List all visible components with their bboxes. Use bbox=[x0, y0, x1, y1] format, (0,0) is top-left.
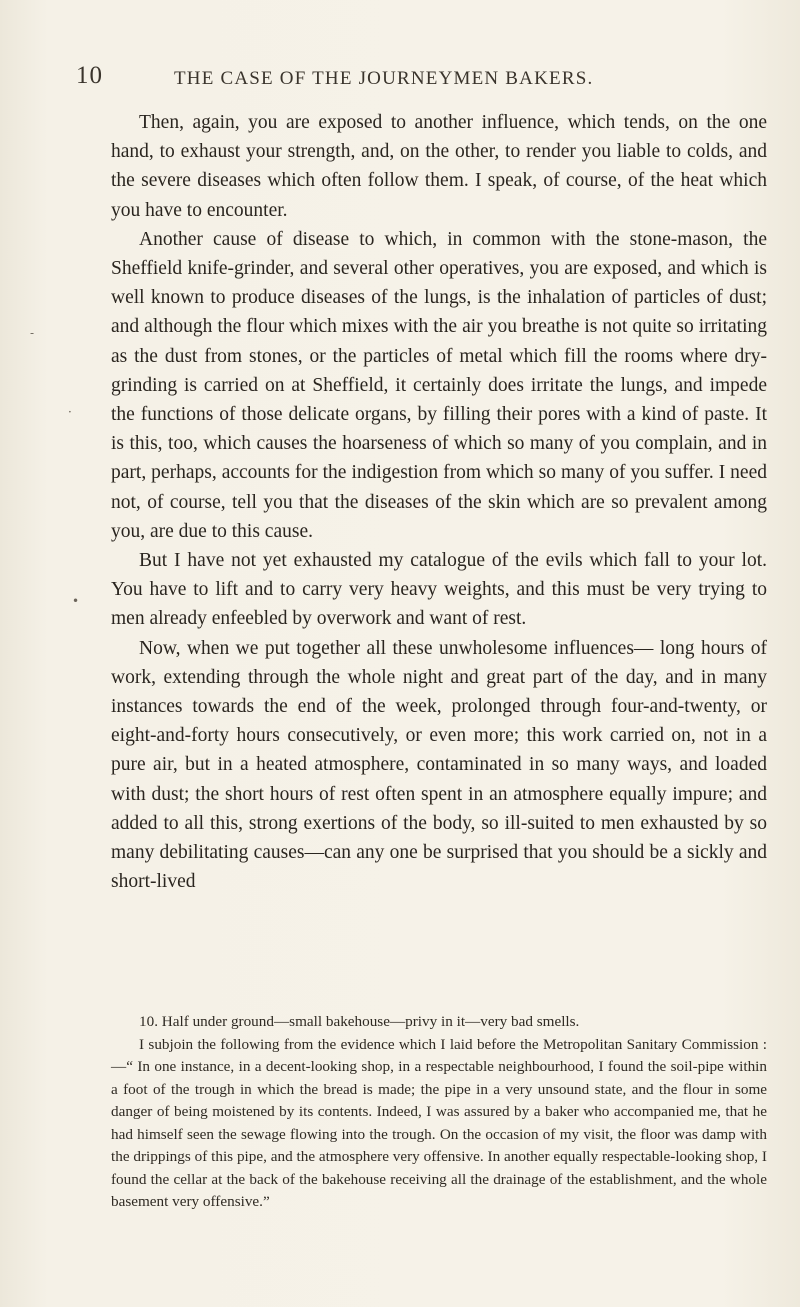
paragraph: Now, when we put together all these unwholesome influences— long hours of work, extending through the whole night and great part of the day, and in many instances towards the end of the week, prolonged through four-and-twenty, or eight-and-forty hours consecutively, or even more; this work carried on, not in a pure air, but in a heated atmosphere, contaminated in so many ways, and loaded with dust; the short hours of rest often spent in an atmosphere equally impure; and added to all this, strong exertions of the body, so ill-suited to men exhausted by so many debilitating causes—can any one be surprised that you should be a sickly and short-lived bbox=[111, 637, 767, 893]
footnote-heading: 10. Half under ground—small bakehouse—privy in it—very bad smells. bbox=[139, 1013, 580, 1030]
footnote bbox=[111, 1011, 767, 1214]
margin-mark: • bbox=[72, 594, 80, 608]
page-header bbox=[76, 62, 766, 98]
footnote-text: I subjoin the following from the evidence which I laid before the Metropolitan Sanitary Commission :—“ In one instance, in a decent-looking shop, in a respectable neighbourhood, I found the soil-pipe within a foot of the trough in which the bread is made; the pipe in a very unsound state, and the flour in some danger of being moistened by its contents. Indeed, I was assured by a baker who accompanied me, that he had himself seen the sewage flowing into the trough. On the occasion of my visit, the floor was damp with the drippings of this pipe, and the atmosphere very offensive. In another equally respectable-looking shop, I found the cellar at the back of the bakehouse receiving all the drainage of the establishment, and the whole basement very offensive.” bbox=[111, 1035, 767, 1210]
page-number: 10 bbox=[76, 62, 103, 89]
margin-mark: · bbox=[68, 405, 72, 419]
paragraph: Then, again, you are exposed to another influence, which tends, on the one hand, to exhaust your strength, and, on the other, to render you liable to colds, and the severe diseases which often follow them. I speak, of course, of the heat which you have to encounter. bbox=[111, 112, 767, 221]
paragraph: But I have not yet exhausted my catalogue of the evils which fall to your lot. You have to lift and to carry very heavy weights, and this must be very trying to men already enfeebled by overwork and want of rest. bbox=[111, 550, 767, 630]
running-head: THE CASE OF THE JOURNEYMEN BAKERS. bbox=[174, 68, 594, 89]
paragraph: Another cause of disease to which, in common with the stone-mason, the Sheffield knife-grinder, and several other operatives, you are exposed, and which is well known to produce diseases of the lungs, is the inhalation of particles of dust; and although the flour which mixes with the air you breathe is not quite so irritating as the dust from stones, or the particles of metal which fill the rooms where dry-grinding is carried on at Sheffield, it certainly does irritate the lungs, and impede the functions of those delicate organs, by filling their pores with a kind of paste. It is this, too, which causes the hoarseness of which so many of you complain, and in part, perhaps, accounts for the indigestion from which so many of you suffer. I need not, of course, tell you that the diseases of the skin which are so prevalent among you, are due to this cause. bbox=[111, 228, 767, 542]
margin-mark: - bbox=[30, 326, 35, 340]
body-text bbox=[111, 108, 767, 896]
